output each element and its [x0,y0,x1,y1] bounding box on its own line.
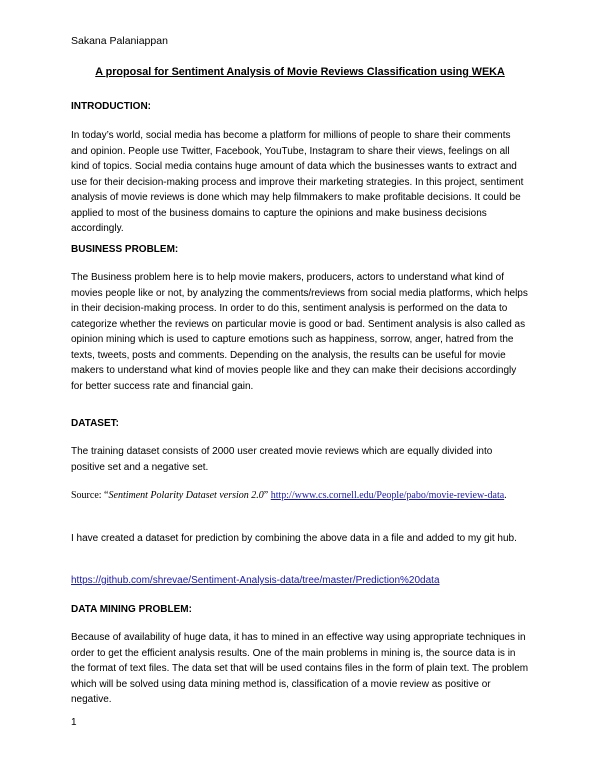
source-end: . [504,490,507,501]
author-header: Sakana Palaniappan [71,35,168,47]
dataset-source [71,488,529,504]
introduction-paragraph: In today’s world, social media has become a platform for millions of people to share their comments and opinion. People use Twitter, Facebook, YouTube, Instagram to share their views, feelings on all kind of topics. Social media contains huge amount of data which the businesses wants to extract and use for their decision-making process and improve their marketing strategies. In this project, sentiment analysis of movie reviews is done which may help filmmakers to make profitable decisions. It could be applied to most of the business domains to capture the opinions and make business decisions accordingly. [71,130,524,234]
prediction-paragraph: I have created a dataset for prediction by combining the above data in a file and added to my git hub. [71,533,517,544]
data-mining-heading: DATA MINING PROBLEM: [71,604,192,615]
source-prefix: Source: “ [71,490,109,501]
github-link-text[interactable]: https://github.com/shrevae/Sentiment-Analysis-data/tree/master/Prediction%20data [71,575,440,586]
source-link[interactable]: http://www.cs.cornell.edu/People/pabo/movie-review-data [270,490,505,501]
data-mining-paragraph: Because of availability of huge data, it has to mined in an effective way using appropriate techniques in order to get the efficient analysis results. One of the main problems in mining is, the source data is in the format of text files. The data set that will be used contains files in the form of plain text. The problem which will be solved using data mining method is, classification of a movie review as positive or negative. [71,632,529,705]
business-problem-paragraph: The Business problem here is to help movie makers, producers, actors to understand what kind of movies people like or not, by analyzing the comments/reviews from social media platforms, which helps in their decision-making process. In order to do this, sentiment analysis is performed on the data to categorize whether the reviews on particular movie is good or bad. Sentiment analysis is also called as opinion mining which is used to capture emotions such as happiness, sorrow, anger, hatred from the texts, tweets, posts and comments. Depending on the analysis, the results can be useful for movie makers to understand what kind of movies people like and they can make their decisions accordingly for better success rate and financial gain. [71,272,528,392]
dataset-paragraph: The training dataset consists of 2000 user created movie reviews which are equally divided into positive set and a negative set. [71,446,493,473]
business-problem-heading: BUSINESS PROBLEM: [71,244,179,255]
source-suffix: ” [263,490,271,501]
github-link[interactable] [71,573,529,589]
page-number: 1 [71,717,77,728]
dataset-heading: DATASET: [71,418,119,429]
document-title: A proposal for Sentiment Analysis of Movie Reviews Classification using WEKA [95,66,505,78]
source-title: Sentiment Polarity Dataset version 2.0 [108,490,264,501]
introduction-heading: INTRODUCTION: [71,101,151,112]
